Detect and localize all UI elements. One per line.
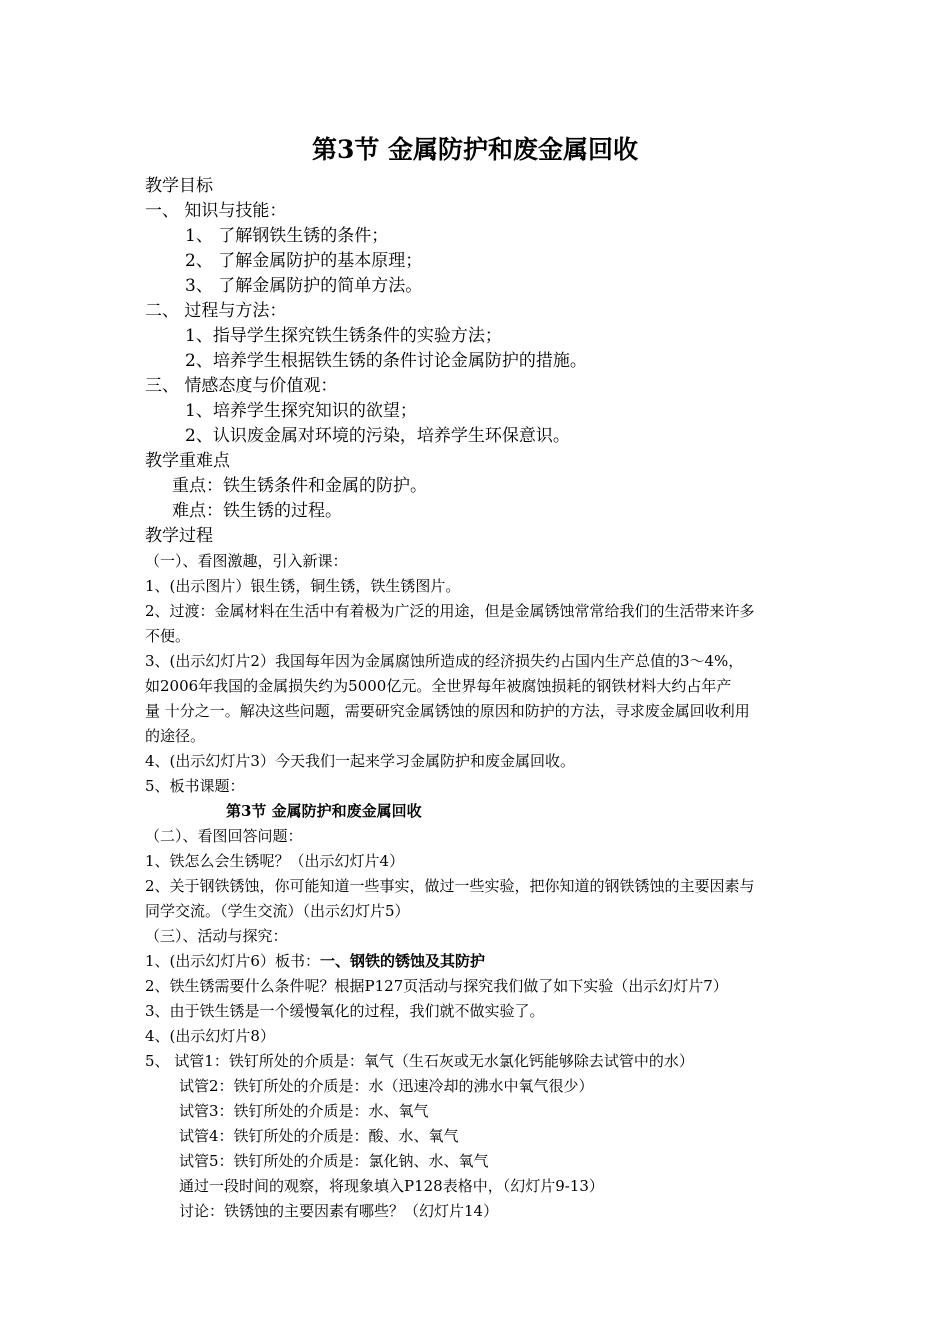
test-tube-line: 试管2：铁钉所处的介质是：水（迅速冷却的沸水中氧气很少） [179,1077,594,1095]
goal-item: 1、培养学生探究知识的欲望； [185,401,417,421]
paragraph-line [145,949,485,974]
paragraph-line: 1、铁怎么会生锈呢？（出示幻灯片4） [145,852,405,870]
paragraph-line: 3、由于铁生锈是一个缓慢氧化的过程，我们就不做实验了。 [145,1002,545,1020]
goal-item: 2、 了解金属防护的基本原理； [185,251,423,271]
section-2-heading: （二）、看图回答问题： [145,827,303,845]
paragraph-line: 量 十分之一。解决这些问题，需要研究金属锈蚀的原因和防护的方法，寻求废金属回收利用 [145,702,750,720]
board-title: 第3节 金属防护和废金属回收 [226,802,422,820]
paragraph-line: 5、 试管1：铁钉所处的介质是：氧气（生石灰或无水氯化钙能够除去试管中的水） [145,1052,694,1070]
goals-heading: 教学目标 [145,176,213,196]
section-3-heading: （三）、活动与探究： [145,927,288,945]
goal-section-1-heading: 一、 知识与技能： [145,201,287,221]
paragraph-line: 讨论：铁锈蚀的主要因素有哪些？（幻灯片14） [179,1202,499,1220]
goal-section-2-heading: 二、 过程与方法： [145,301,287,321]
paragraph-line: 2、铁生锈需要什么条件呢？根据P127页活动与探究我们做了如下实验（出示幻灯片7） [145,977,728,995]
document-title: 第3节 金属防护和废金属回收 [311,135,639,164]
goal-item: 1、 了解钢铁生锈的条件； [185,226,389,246]
paragraph-line: 2、关于钢铁锈蚀，你可能知道一些事实，做过一些实验，把你知道的钢铁锈蚀的主要因素与 [145,877,755,895]
board-subtitle: 一、钢铁的锈蚀及其防护 [319,952,485,970]
test-tube-line: 试管5：铁钉所处的介质是：氯化钠、水、氧气 [179,1152,489,1170]
difficult-point: 难点：铁生锈的过程。 [172,501,342,521]
paragraph-line: 通过一段时间的观察，将现象填入P128表格中，（幻灯片9-13） [179,1177,604,1195]
goal-item: 2、认识废金属对环境的污染，培养学生环保意识。 [185,426,570,446]
paragraph-line: 1、(出示图片）银生锈，铜生锈，铁生锈图片。 [145,577,461,595]
goal-item: 3、 了解金属防护的简单方法。 [185,276,423,296]
paragraph-text: 1、(出示幻灯片6）板书： [145,952,320,970]
paragraph-line: 3、(出示幻灯片2）我国每年因为金属腐蚀所造成的经济损失约占国内生产总值的3～4%， [145,652,744,670]
goal-item: 2、培养学生根据铁生锈的条件讨论金属防护的措施。 [185,351,587,371]
key-point: 重点：铁生锈条件和金属的防护。 [172,476,427,496]
test-tube-line: 试管3：铁钉所处的介质是：水、氧气 [179,1102,429,1120]
section-1-heading: （一）、看图激趣，引入新课： [145,552,348,570]
test-tube-line: 试管4：铁钉所处的介质是：酸、水、氧气 [179,1127,459,1145]
goal-section-3-heading: 三、 情感态度与价值观： [145,376,338,396]
paragraph-line: 不便。 [145,627,191,645]
paragraph-line: 4、(出示幻灯片8） [145,1027,275,1045]
goal-item: 1、指导学生探究铁生锈条件的实验方法； [185,326,502,346]
paragraph-line: 4、(出示幻灯片3）今天我们一起来学习金属防护和废金属回收。 [145,752,575,770]
paragraph-line: 的途径。 [145,727,206,745]
process-heading: 教学过程 [145,526,213,546]
keypoints-heading: 教学重难点 [145,451,230,471]
paragraph-line: 如2006年我国的金属损失约为5000亿元。全世界每年被腐蚀损耗的钢铁材料大约占年产 [145,677,732,695]
paragraph-line: 2、过渡：金属材料在生活中有着极为广泛的用途，但是金属锈蚀常常给我们的生活带来许多 [145,602,755,620]
paragraph-line: 5、板书课题： [145,777,245,795]
paragraph-line: 同学交流。（学生交流）（出示幻灯片5） [145,902,410,920]
